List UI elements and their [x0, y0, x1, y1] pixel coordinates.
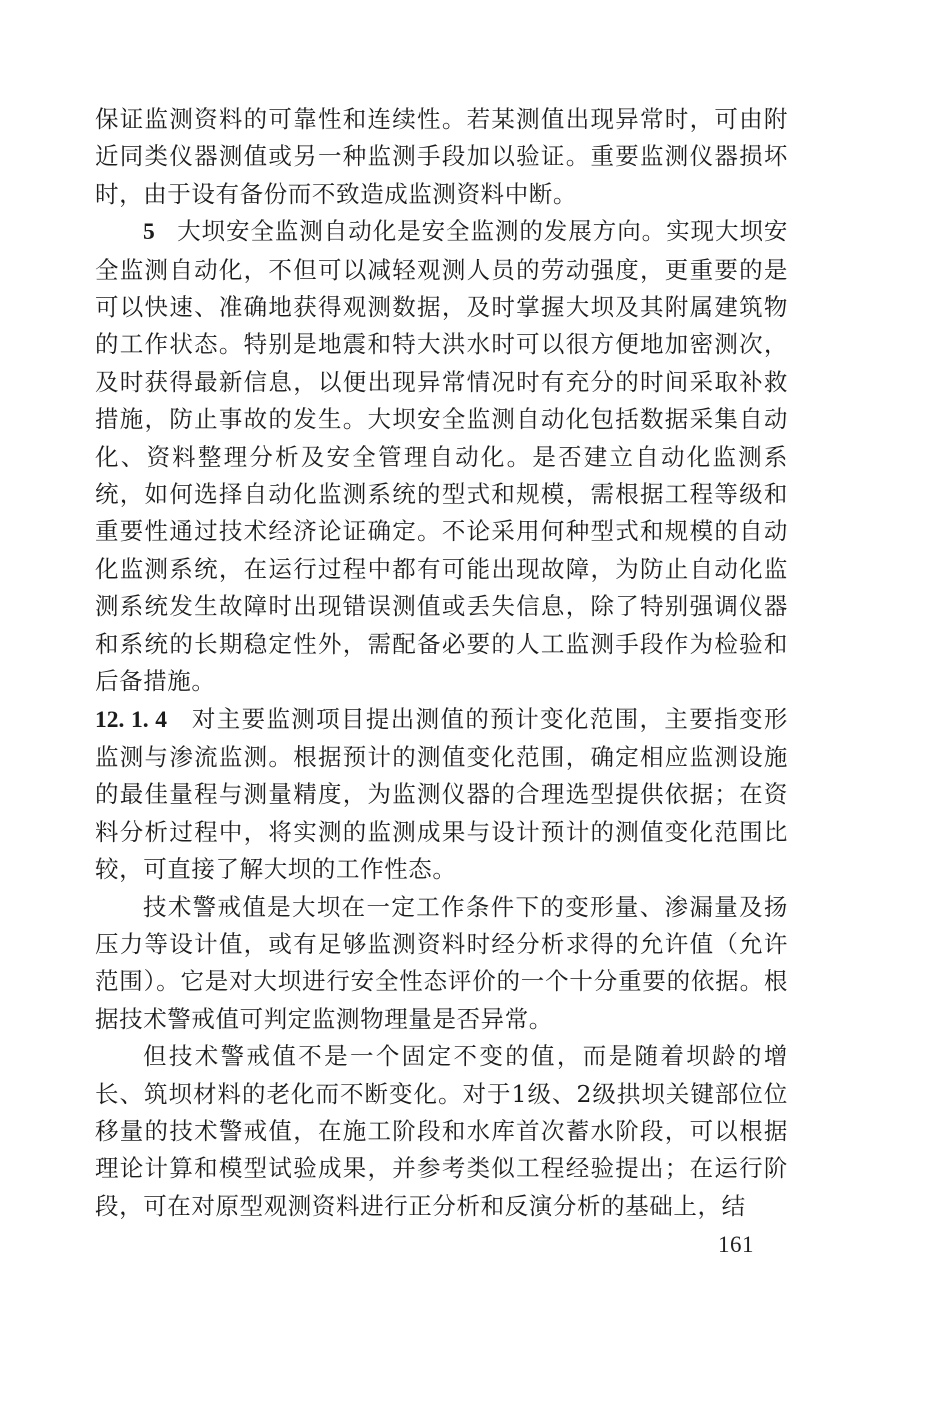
document-body — [95, 101, 788, 1225]
paragraph-warning-value-variation: 但技术警戒值不是一个固定不变的值，而是随着坝龄的增长、筑坝材料的老化而不断变化。对于1级、2级拱坝关键部位位移量的技术警戒值，在施工阶段和水库首次蓄水阶段，可以根据理论计算和模型试验成果，并参考类似工程经验提出；在运行阶段，可在对原型观测资料进行正分析和反演分析的基础上，结 — [95, 1042, 788, 1220]
paragraph-text: 对主要监测项目提出测值的预计变化范围，主要指变形监测与渗流监测。根据预计的测值变化范围，确定相应监测设施的最佳量程与测量精度，为监测仪器的合理选型提供依据；在资料分析过程中，将实测的监测成果与设计预计的测值变化范围比较，可直接了解大坝的工作性态。 — [95, 704, 788, 884]
page-number: 161 — [718, 1232, 754, 1257]
paragraph-text: 大坝安全监测自动化是安全监测的发展方向。实现大坝安全监测自动化，不但可以减轻观测人员的劳动强度，更重要的是可以快速、准确地获得观测数据，及时掌握大坝及其附属建筑物的工作状态。特别是地震和特大洪水时可以很方便地加密测次，及时获得最新信息，以便出现异常情况时有充分的时间采取补救措施，防止事故的发生。大坝安全监测自动化包括数据采集自动化、资料整理分析及安全管理自动化。是否建立自动化监测系统，如何选择自动化监测系统的型式和规模，需根据工程等级和重要性通过技术经济论证确定。不论采用何种型式和规模的自动化监测系统，在运行过程中都有可能出现故障，为防止自动化监测系统发生故障时出现错误测值或丢失信息，除了特别强调仪器和系统的长期稳定性外，需配备必要的人工监测手段作为检验和后备措施。 — [95, 217, 788, 696]
clause-number: 12. 1. 4 — [95, 706, 168, 733]
paragraph-item-5 — [95, 213, 788, 700]
item-number: 5 — [143, 219, 155, 246]
paragraph-warning-value-definition: 技术警戒值是大坝在一定工作条件下的变形量、渗漏量及扬压力等设计值，或有足够监测资料时经分析求得的允许值（允许范围）。它是对大坝进行安全性态评价的一个十分重要的依据。根据技术警戒值可判定监测物理量是否异常。 — [95, 892, 788, 1033]
paragraph-clause-12-1-4 — [95, 701, 788, 889]
paragraph-continuation: 保证监测资料的可靠性和连续性。若某测值出现异常时，可由附近同类仪器测值或另一种监测手段加以验证。重要监测仪器损坏时，由于设有备份而不致造成监测资料中断。 — [95, 105, 788, 208]
